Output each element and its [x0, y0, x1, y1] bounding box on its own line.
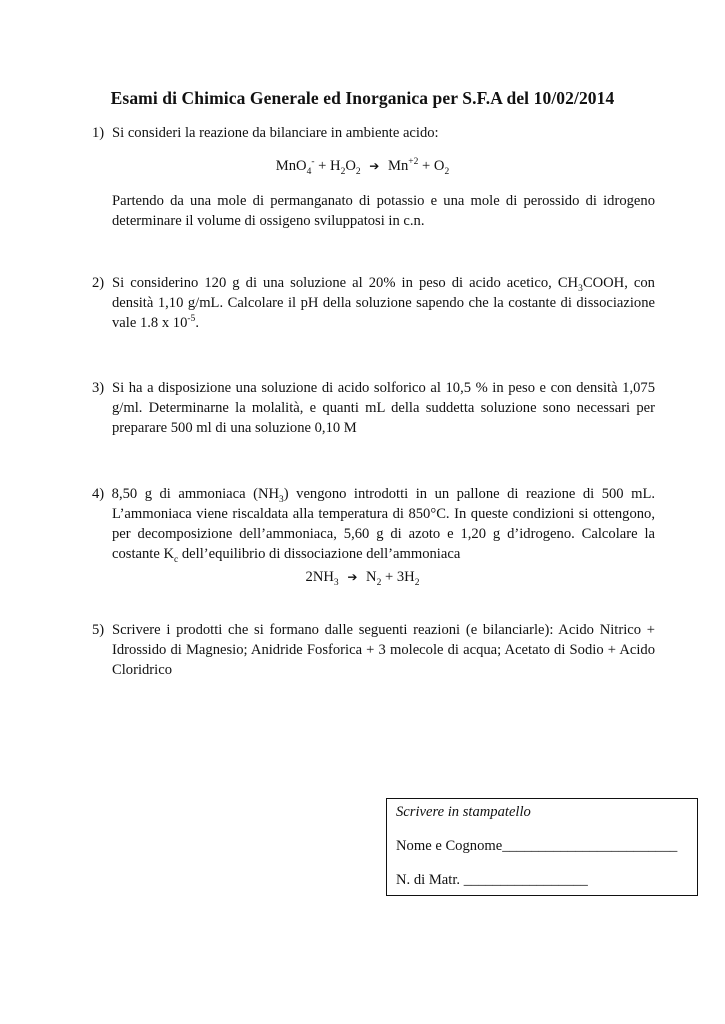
question-1-body-block — [92, 191, 655, 231]
name-field[interactable]: Nome e Cognome________________________ — [396, 838, 678, 854]
eq1-mno4: MnO$_4$- — [275, 157, 315, 177]
question-1-intro: Si consideri la reazione da bilanciare in ambiente acido: — [112, 125, 439, 141]
question-3-number: 3) — [92, 380, 105, 396]
box-heading: Scrivere in stampatello — [396, 804, 531, 820]
question-5-text: Scrivere i prodotti che si formano dalle seguenti reazioni (e bilanciarle): Acido Nitrico + Idrossido di Magnesio; Anidride Fosforica + 3 molecole di acqua; Acetato di Sodio + Acido Cloridrico — [112, 622, 655, 678]
matriculation-field[interactable]: N. di Matr. _________________ — [396, 872, 588, 888]
eq1-mn: $Mn^{+2}$ — [388, 157, 419, 174]
question-1-body: Partendo da una mole di permanganato di potassio e una mole di perossido di idrogeno determinare il volume di ossigeno sviluppatosi in c.n. — [112, 193, 655, 229]
eq4-n2-h2: $N_2 + 3H_2$ — [366, 569, 420, 588]
page-title: Esami di Chimica Generale ed Inorganica per S.F.A del 10/02/2014 — [110, 88, 615, 108]
question-4 — [92, 484, 655, 564]
question-2 — [92, 273, 655, 333]
reaction-arrow-icon: ➔ — [347, 570, 358, 584]
eq4-nh3: $2NH_3$ — [305, 569, 339, 588]
question-4-text: 4) 8,50 g di ammoniaca $(NH_3)$ vengono introdotti in un pallone di reazione di 500 mL. L’ammoniaca viene riscaldata alla temperatura di 850°C. In queste condizioni si ottengono, per decomposizione dell’ammoniaca, 5,60 g di azoto e 1,20 g d’idrogeno. Calcolare la costante $K_c$ dell’equilibrio di dissociazione dell’ammoniaca — [92, 486, 656, 565]
eq1-o2: + $O_2$ — [422, 158, 450, 177]
question-1-number: 1) — [92, 125, 105, 141]
question-3 — [92, 378, 655, 438]
question-5-number: 5) — [92, 622, 105, 638]
reaction-equation-1 — [0, 158, 725, 175]
question-1 — [92, 123, 655, 143]
eq1-h2o2: + $H_2O_2$ — [318, 158, 361, 177]
question-4-number: 4) — [92, 486, 105, 502]
student-info-box — [386, 798, 698, 896]
reaction-arrow-icon: ➔ — [369, 159, 380, 173]
question-3-text: Si ha a disposizione una soluzione di acido solforico al 10,5 % in peso e con densità 1,075 g/ml. Determinarne la molalità, e quanti mL della suddetta soluzione sono necessari per preparare 500 ml di una soluzione 0,10 M — [112, 380, 655, 436]
question-5 — [92, 620, 655, 680]
question-2-text: Si considerino 120 g di una soluzione al 20% in peso di acido acetico, $CH_3COOH$, con densità 1,10 g/mL. Calcolare il pH della soluzione sapendo che la costante di dissociazione vale 1.8 x $10^{-5}$. — [112, 275, 655, 331]
question-2-number: 2) — [92, 275, 105, 291]
reaction-equation-4 — [0, 569, 725, 586]
